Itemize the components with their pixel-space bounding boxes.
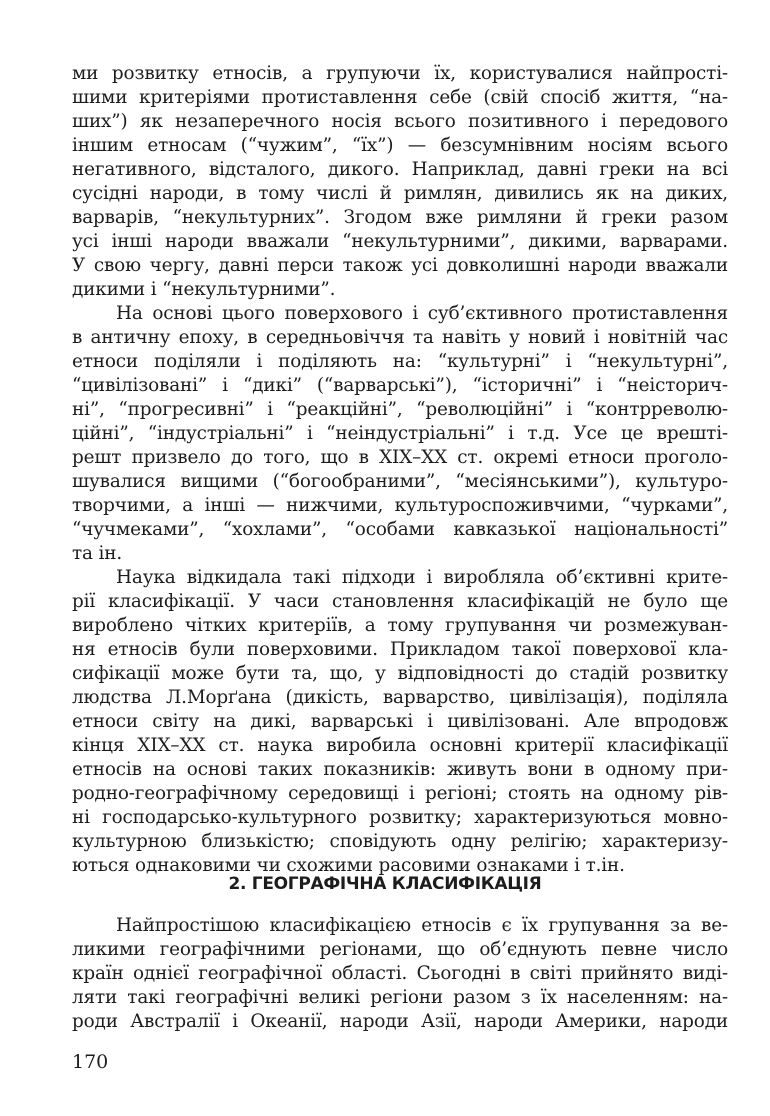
text-line: іншим етносам (“чужим”, “їх”) — безсумнівним носіям всього [72,135,728,156]
paragraph [72,302,728,566]
text-line: етноси світу на дикі, варварські і цивілізовані. Але впродовж [72,711,728,732]
text-line: Наука відкидала такі підходи і виробляла об’єктивні крите- [116,567,728,588]
text-line: сусідні народи, в тому числі й римлян, дивились як на диких, [72,183,728,204]
text-line: “чучмеками”, “хохлами”, “особами кавказької національності” [72,519,728,540]
text-line: кінця XIX–XX ст. наука виробила основні критерії класифікації [72,735,728,756]
text-line: ються однаковими чи схожими расовими ознаками і т.ін. [72,855,625,876]
text-line: ляти такі географічні великі регіони разом з їх населенням: на- [72,987,728,1008]
text-line: рії класифікації. У часи становлення класифікацій не було ще [72,591,728,612]
text-line: Найпростішою класифікацією етносів є їх групування за ве- [116,915,728,936]
text-line: ційні”, “індустріальні” і “неіндустріальні” і т.д. Усе це врешті- [72,423,728,444]
body-text-bottom [72,914,728,1034]
text-line: шувалися вищими (“богообраними”, “месіянськими”), культуро- [72,471,728,492]
text-line: етноси поділяли і поділяють на: “культурні” і “некультурні”, [72,351,728,372]
text-line: творчими, а інші — нижчими, культуроспоживчими, “чурками”, [72,495,728,516]
text-line: вироблено чітких критеріїв, а тому групування чи розмежуван- [72,615,728,636]
text-line: ні господарсько-культурного розвитку; характеризуються мовно- [72,807,728,828]
text-line: ших”) як незаперечного носія всього позитивного і передового [72,111,728,132]
text-line: ми розвитку етносів, а групуючи їх, користувалися найпрості- [72,63,728,84]
text-line: ні”, “прогресивні” і “реакційні”, “революційні” і “контрреволю- [72,399,728,420]
text-line: ня етносів були поверховими. Прикладом такої поверхової кла- [72,639,728,660]
body-text-top [72,62,728,878]
text-line: дикими і “некультурними”. [72,279,336,300]
text-line: етносів на основі таких показників: живуть вони в одному при- [72,759,728,780]
text-line: решт призвело до того, що в XIX–XX ст. окремі етноси проголо- [72,447,728,468]
text-line: ликими географічними регіонами, що об’єднують певне число [72,939,728,960]
paragraph [72,62,728,302]
text-line: “цивілізовані” і “дикі” (“варварські”), “історичні” і “неісторич- [72,375,728,396]
paragraph [72,566,728,878]
text-line: культурною близькістю; сповідують одну релігію; характеризу- [72,831,728,852]
section-heading: 2. ГЕОГРАФІЧНА КЛАСИФІКАЦІЯ [228,874,542,894]
text-line: сифікації може бути та, що, у відповідності до стадій розвитку [72,663,728,684]
text-line: усі інші народи вважали “некультурними”, дикими, варварами. [72,231,728,252]
text-line: та ін. [72,543,123,564]
page-number: 170 [72,1051,109,1073]
text-line: негативного, відсталого, дикого. Наприклад, давні греки на всі [72,159,728,180]
text-line: країн однієї географічної області. Сьогодні в світі прийнято виді- [72,963,728,984]
text-line: родно-географічному середовищі і регіоні; стоять на одному рів- [72,783,728,804]
text-line: У свою чергу, давні перси також усі довколишні народи вважали [72,255,728,276]
text-line: варварів, “некультурних”. Згодом вже римляни й греки разом [72,207,728,228]
text-line: роди Австралії і Океанії, народи Азії, народи Америки, народи [72,1011,728,1032]
paragraph [72,914,728,1034]
text-line: людства Л.Морґана (дикість, варварство, цивілізація), поділяла [72,687,728,708]
text-line: На основі цього поверхового і суб’єктивного протиставлення [116,303,728,324]
text-line: шими критеріями протиставлення себе (свій спосіб життя, “на- [72,87,728,108]
text-line: в античну епоху, в середньовіччя та навіть у новий і новітній час [72,327,728,348]
